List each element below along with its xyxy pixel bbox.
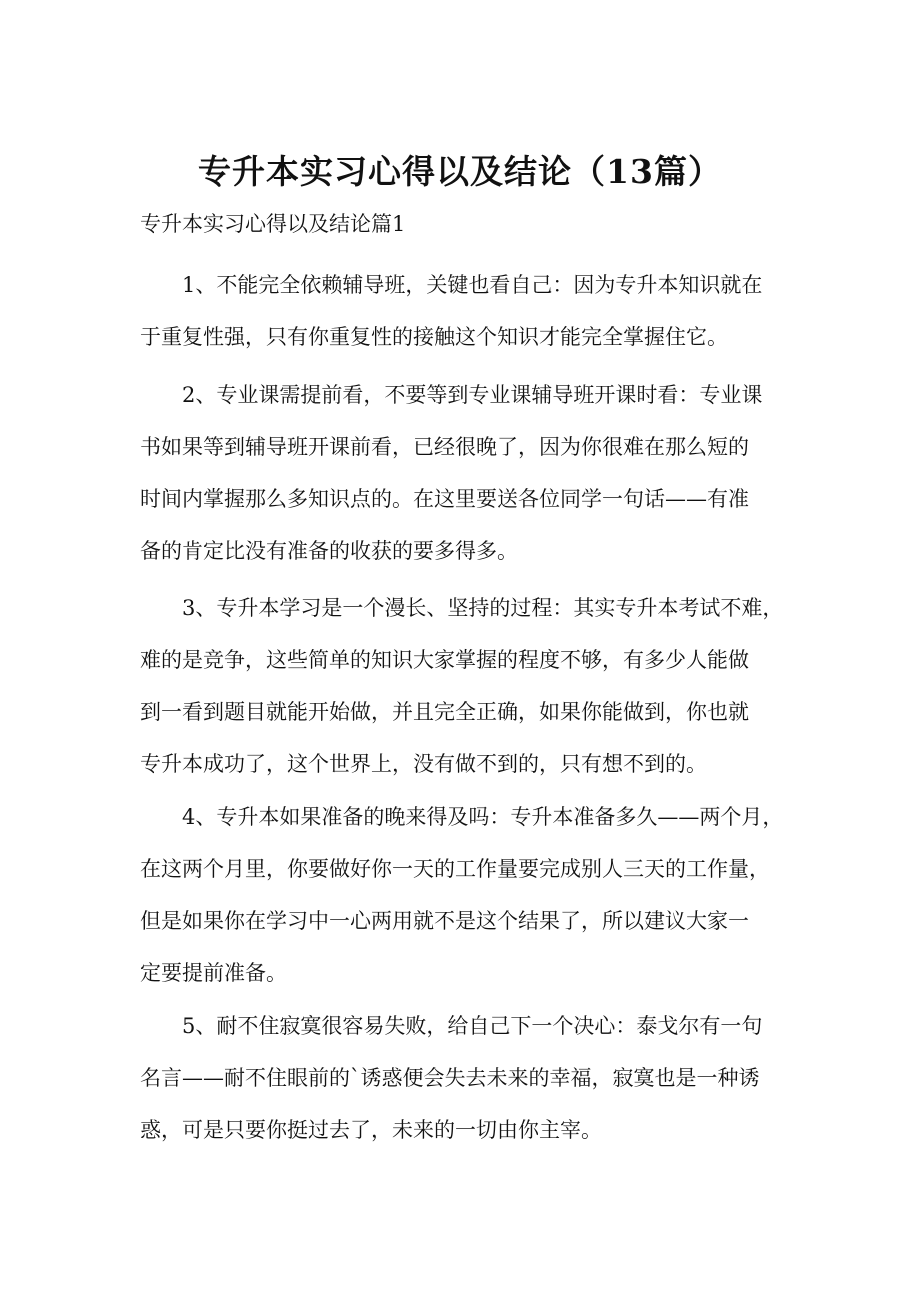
paragraph-line: 难的是竞争，这些简单的知识大家掌握的程度不够，有多少人能做 <box>140 648 749 672</box>
paragraph-line: 名言——耐不住眼前的`诱惑便会失去未来的幸福，寂寞也是一种诱 <box>140 1066 760 1090</box>
paragraph-line: 2、专业课需提前看，不要等到专业课辅导班开课时看：专业课 <box>182 383 763 407</box>
document-title: 专升本实习心得以及结论（13篇） <box>198 152 722 191</box>
paragraph-line: 书如果等到辅导班开课前看，已经很晚了，因为你很难在那么短的 <box>140 435 749 459</box>
paragraph-5 <box>140 1000 790 1156</box>
paragraph-line: 4、专升本如果准备的晚来得及吗：专升本准备多久——两个月， <box>182 805 784 829</box>
paragraph-line: 时间内掌握那么多知识点的。在这里要送各位同学一句话——有准 <box>140 487 749 511</box>
paragraph-line: 1、不能完全依赖辅导班，关键也看自己：因为专升本知识就在 <box>182 273 763 297</box>
paragraph-line: 3、专升本学习是一个漫长、坚持的过程：其实专升本考试不难， <box>182 596 784 620</box>
paragraph-4 <box>140 791 790 999</box>
paragraph-line: 5、耐不住寂寞很容易失败，给自己下一个决心：泰戈尔有一句 <box>182 1014 763 1038</box>
paragraph-line: 专升本成功了，这个世界上，没有做不到的，只有想不到的。 <box>140 752 707 776</box>
paragraph-line: 在这两个月里，你要做好你一天的工作量要完成别人三天的工作量， <box>140 857 770 881</box>
paragraph-line: 定要提前准备。 <box>140 961 287 985</box>
paragraph-line: 惑，可是只要你挺过去了，未来的一切由你主宰。 <box>140 1118 602 1142</box>
section-heading: 专升本实习心得以及结论篇1 <box>140 212 406 236</box>
paragraph-line: 但是如果你在学习中一心两用就不是这个结果了，所以建议大家一 <box>140 909 749 933</box>
paragraph-3 <box>140 582 790 790</box>
paragraph-line: 备的肯定比没有准备的收获的要多得多。 <box>140 539 518 563</box>
paragraph-2 <box>140 369 790 577</box>
paragraph-line: 于重复性强，只有你重复性的接触这个知识才能完全掌握住它。 <box>140 325 728 349</box>
paragraph-line: 到一看到题目就能开始做，并且完全正确，如果你能做到，你也就 <box>140 700 749 724</box>
paragraph-1 <box>140 259 790 363</box>
